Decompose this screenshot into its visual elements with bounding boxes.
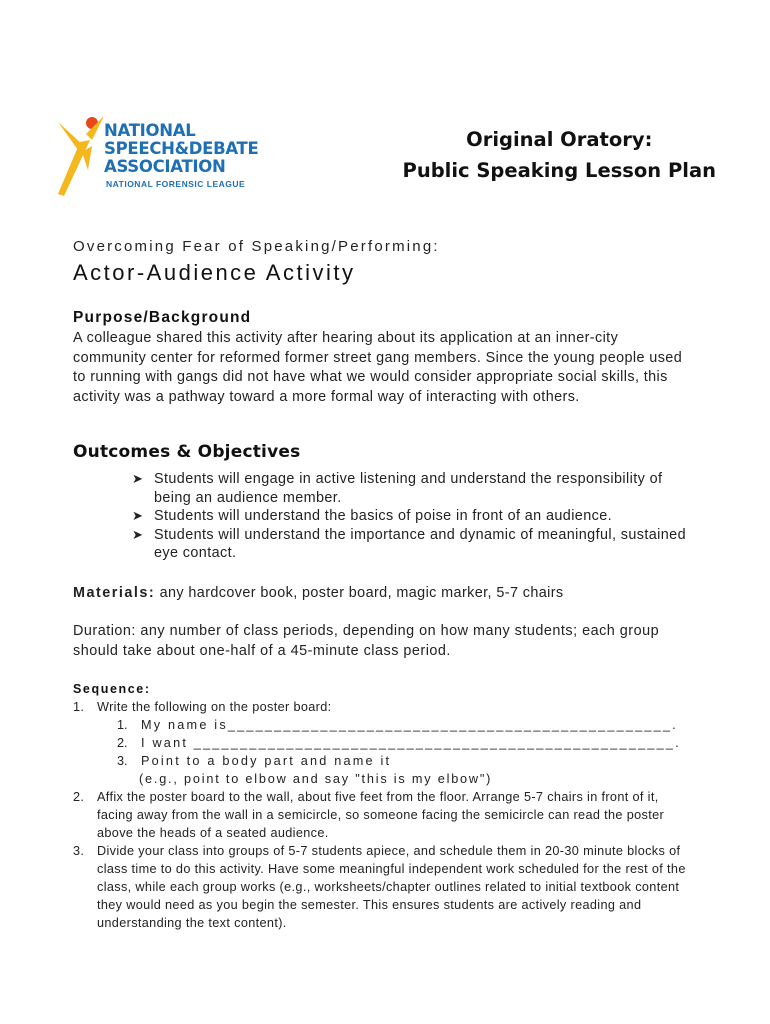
sequence-substep bbox=[73, 734, 693, 752]
sequence-step bbox=[73, 842, 693, 932]
materials-line bbox=[73, 585, 564, 601]
materials-label: Materials: bbox=[73, 585, 156, 601]
outcomes-heading: Outcomes & Objectives bbox=[73, 442, 301, 462]
title-line-1: Original Oratory: bbox=[466, 128, 653, 151]
step-number: 3. bbox=[73, 844, 85, 858]
outcome-item bbox=[132, 526, 692, 563]
logo-tagline: NATIONAL FORENSIC LEAGUE bbox=[106, 179, 246, 189]
substep-note: (e.g., point to elbow and say "this is my elbow") bbox=[139, 772, 493, 786]
arrow-bullet-icon: ➤ bbox=[132, 471, 144, 486]
step-text: Affix the poster board to the wall, about five feet from the floor. Arrange 5-7 chairs in front of it, facing away from the wall in a semicircle, so someone facing the semicircle can read the poster above the heads of a seated audience. bbox=[97, 790, 665, 840]
outcome-text: Students will engage in active listening and understand the responsibility of being an audience member. bbox=[154, 471, 663, 506]
duration-text: Duration: any number of class periods, depending on how many students; each group should take about one-half of a 45-minute class period. bbox=[73, 623, 660, 659]
logo-line-3: ASSOCIATION bbox=[104, 157, 226, 176]
outcome-item bbox=[132, 507, 692, 526]
step-text: Divide your class into groups of 5-7 students apiece, and schedule them in 20-30 minute blocks of class time to do this activity. Have some meaningful independent work scheduled for the rest of the class, while each group works (e.g., worksheets/chapter outlines related to initial textbook content they would need as you begin the semester. This ensures students are actively reading and understanding the text content). bbox=[97, 844, 686, 930]
arrow-bullet-icon: ➤ bbox=[132, 526, 144, 542]
substep-number: 2. bbox=[117, 736, 128, 750]
outcomes-list bbox=[132, 470, 692, 563]
purpose-text: A colleague shared this activity after hearing about its application at an inner-city community center for reformed former street gang members. Since the young people used to running with gangs did not have what we would consider appropriate social skills, this activity was a pathway toward a more formal way of interacting with others. bbox=[73, 330, 683, 405]
activity-subtitle: Overcoming Fear of Speaking/Performing: bbox=[73, 238, 440, 255]
logo-line-2: SPEECH&DEBATE bbox=[104, 139, 259, 158]
substep-number: 3. bbox=[117, 754, 128, 768]
sequence-steps bbox=[73, 698, 693, 932]
sequence-substep bbox=[73, 716, 693, 734]
activity-heading: Actor-Audience Activity bbox=[73, 260, 356, 285]
substep-text: Point to a body part and name it bbox=[141, 754, 392, 768]
arrow-bullet-icon: ➤ bbox=[132, 508, 144, 523]
speaker-figure-icon bbox=[52, 110, 112, 200]
outcome-item bbox=[132, 470, 692, 507]
sequence-substep bbox=[73, 752, 693, 770]
materials-text: any hardcover book, poster board, magic marker, 5-7 chairs bbox=[159, 585, 564, 601]
sequence-step bbox=[73, 698, 693, 716]
outcome-text: Students will understand the importance and dynamic of meaningful, sustained eye contact. bbox=[154, 526, 686, 561]
sequence-step bbox=[73, 788, 693, 842]
purpose-heading: Purpose/Background bbox=[73, 309, 252, 326]
logo-line-1: NATIONAL bbox=[104, 121, 196, 140]
step-text: Write the following on the poster board: bbox=[97, 700, 332, 714]
substep-number: 1. bbox=[117, 718, 128, 732]
substep-text: My name is________________________________________________. bbox=[141, 718, 678, 732]
step-number: 1. bbox=[73, 700, 85, 714]
substep-text: I want ____________________________________________________. bbox=[141, 736, 681, 750]
step-number: 2. bbox=[73, 790, 85, 804]
sequence-label: Sequence: bbox=[73, 682, 151, 696]
nsda-logo bbox=[52, 110, 282, 200]
title-line-2: Public Speaking Lesson Plan bbox=[402, 159, 716, 182]
outcome-text: Students will understand the basics of poise in front of an audience. bbox=[154, 508, 612, 524]
document-title bbox=[403, 124, 716, 186]
